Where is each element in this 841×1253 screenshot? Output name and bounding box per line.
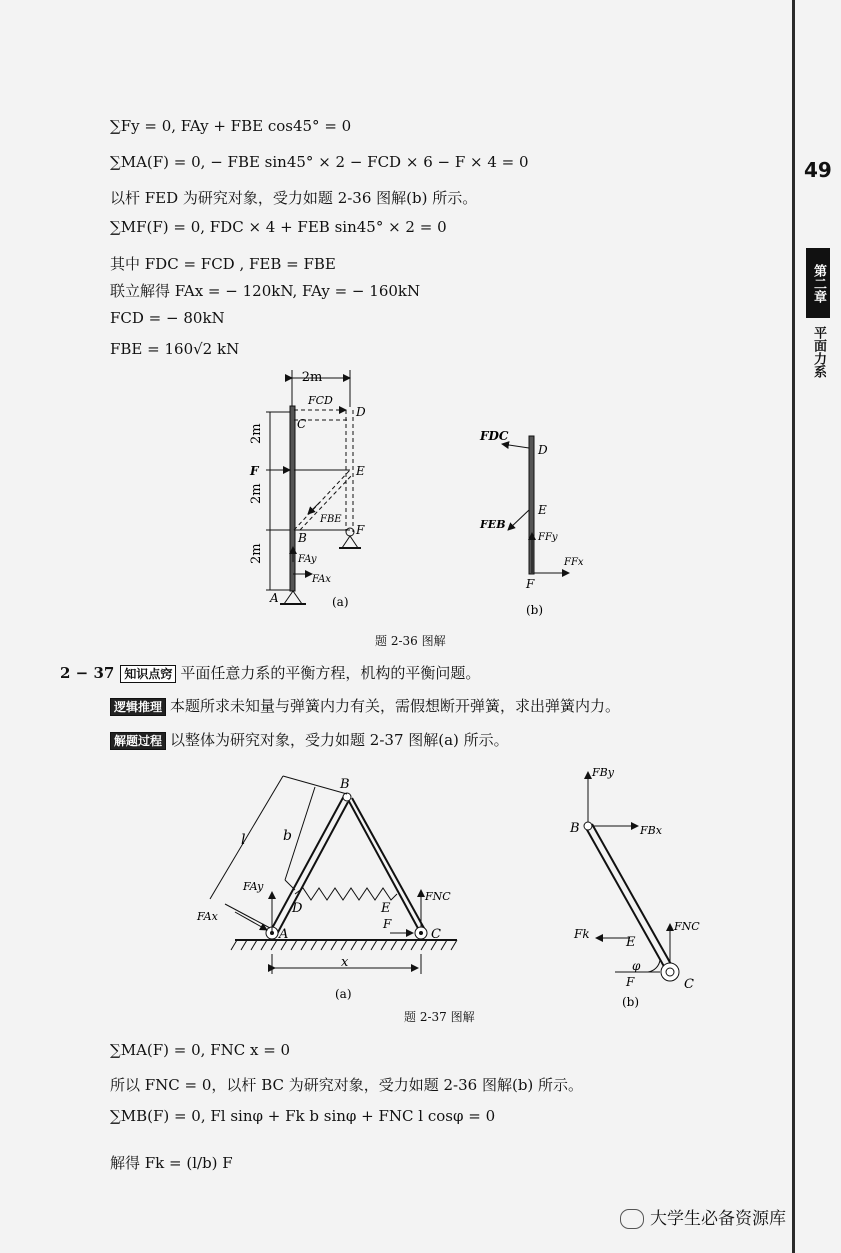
tag-solution: 解题过程 xyxy=(110,732,166,750)
point-label: B xyxy=(340,777,350,792)
dim-label: 2m xyxy=(249,483,264,504)
equation-line: ∑MA(F) = 0, − FBE sin45° × 2 − FCD × 6 − F × 4 = 0 xyxy=(110,153,529,171)
point-label: E xyxy=(626,935,636,950)
equation-line: ∑MF(F) = 0, FDC × 4 + FEB sin45° × 2 = 0 xyxy=(110,218,447,236)
chapter-title: 平面力系 xyxy=(811,326,826,378)
figure-caption: 题 2-37 图解 xyxy=(404,1010,475,1024)
figure-sublabel: (a) xyxy=(335,987,352,1001)
wechat-icon xyxy=(620,1209,644,1229)
force-label: F xyxy=(383,917,392,931)
point-label: C xyxy=(431,927,441,942)
point-label: E xyxy=(356,464,365,478)
figure-sublabel: (b) xyxy=(622,995,640,1009)
solution-text: 以整体为研究对象，受力如题 2-37 图解(a) 所示。 xyxy=(170,731,509,749)
dim-label: 2m xyxy=(301,370,323,385)
force-label: FAx xyxy=(312,574,331,585)
chapter-tab: 第二章 xyxy=(806,248,830,318)
reasoning-text: 本题所求未知量与弹簧内力有关，需假想断开弹簧，求出弹簧内力。 xyxy=(170,697,621,715)
figure-sublabel: (a) xyxy=(332,595,349,609)
force-label: FAy xyxy=(298,554,317,565)
result-line: FCD = − 80kN xyxy=(110,309,225,327)
result-line: 联立解得 FAx = − 120kN, FAy = − 160kN xyxy=(110,282,421,300)
force-label: FEB xyxy=(480,518,506,531)
point-label: C xyxy=(684,977,694,992)
force-label: FFx xyxy=(564,557,584,568)
text-line: 所以 FNC = 0，以杆 BC 为研究对象，受力如题 2-36 图解(b) 所示。 xyxy=(110,1076,584,1094)
length-label: l xyxy=(241,832,246,848)
figure-2-36-b xyxy=(474,418,594,618)
force-label: FAx xyxy=(197,910,218,923)
force-label: Fk xyxy=(574,927,590,941)
watermark xyxy=(620,1204,786,1229)
force-label: FBy xyxy=(592,766,614,779)
force-label: FAy xyxy=(243,880,264,893)
force-label: FBE xyxy=(320,514,342,525)
tag-reasoning: 逻辑推理 xyxy=(110,698,166,716)
point-label: D xyxy=(538,443,548,457)
figure-2-36-a xyxy=(240,362,380,617)
length-label: x xyxy=(341,955,349,970)
force-label: FNC xyxy=(425,890,451,903)
force-label: FDC xyxy=(480,429,509,443)
point-label: B xyxy=(298,531,307,545)
force-label: FFy xyxy=(538,532,558,543)
point-label: B xyxy=(570,821,580,836)
result-line: 解得 Fk = (l/b) F xyxy=(110,1154,233,1172)
point-label: A xyxy=(279,927,289,942)
length-label: b xyxy=(283,828,292,844)
text-line: 其中 FDC = FCD , FEB = FBE xyxy=(110,255,336,273)
equation-line: ∑Fy = 0, FAy + FBE cos45° = 0 xyxy=(110,117,352,135)
force-label: F xyxy=(626,975,635,989)
solution-line xyxy=(110,729,509,750)
force-label: FCD xyxy=(308,394,333,407)
point-label: E xyxy=(381,901,391,916)
figure-2-37-a xyxy=(195,762,470,1007)
figure-sublabel: (b) xyxy=(526,603,544,617)
force-label: FNC xyxy=(674,920,700,933)
dim-label: 2m xyxy=(249,423,264,444)
point-label: E xyxy=(538,503,547,517)
figure-2-37-b xyxy=(560,762,710,1012)
figure-caption: 题 2-36 图解 xyxy=(375,634,446,648)
point-label: D xyxy=(292,901,303,916)
result-line: FBE = 160√2 kN xyxy=(110,340,240,358)
page-number: 49 xyxy=(804,158,832,182)
equation-line: ∑MA(F) = 0, FNC x = 0 xyxy=(110,1041,291,1059)
reasoning-line xyxy=(110,695,620,716)
point-label: F xyxy=(526,577,535,591)
force-label: F xyxy=(250,464,259,478)
force-label: FBx xyxy=(640,824,662,837)
dim-label: 2m xyxy=(249,543,264,564)
tag-knowledge: 知识点窍 xyxy=(120,665,176,683)
equation-line: ∑MB(F) = 0, Fl sinφ + Fk b sinφ + FNC l cosφ = 0 xyxy=(110,1107,496,1125)
point-label: C xyxy=(297,417,307,431)
point-label: F xyxy=(356,523,365,537)
problem-header xyxy=(60,662,480,683)
point-label: D xyxy=(356,405,366,419)
watermark-text: 大学生必备资源库 xyxy=(650,1209,786,1229)
problem-number: 2 − 37 xyxy=(60,664,115,682)
problem-topic: 平面任意力系的平衡方程，机构的平衡问题。 xyxy=(180,664,481,682)
page-edge-line xyxy=(792,0,795,1253)
angle-label: φ xyxy=(632,959,641,973)
text-line: 以杆 FED 为研究对象，受力如题 2-36 图解(b) 所示。 xyxy=(110,189,478,207)
point-label: A xyxy=(270,591,279,605)
